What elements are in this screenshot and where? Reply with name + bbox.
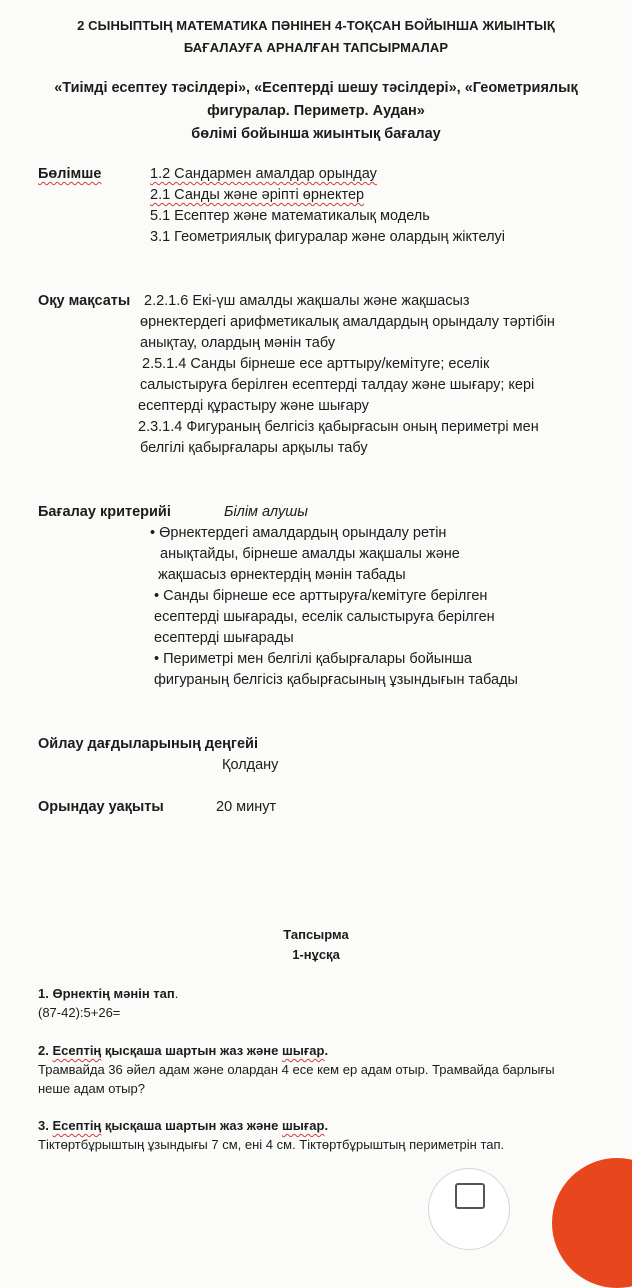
q2-end: . <box>324 1043 329 1058</box>
q2-num: 2. <box>38 1043 49 1058</box>
section-item-3: 5.1 Есептер және математикалық модель <box>150 208 430 224</box>
q2-line-2: неше адам отыр? <box>38 1081 145 1096</box>
q1-title <box>38 986 178 1001</box>
section-label: Бөлімше <box>38 166 102 182</box>
section-item-2: 2.1 Санды және әріпті өрнектер <box>150 187 365 203</box>
criteria-line-4: • Санды бірнеше есе арттыруға/кемітуге берілген <box>154 588 488 604</box>
objective-line-7: 2.3.1.4 Фигураның белгісіз қабырғасын оның периметрі мен <box>138 419 539 435</box>
criteria-learner: Білім алушы <box>224 504 308 520</box>
floating-action-button[interactable] <box>552 1158 632 1288</box>
copy-button[interactable] <box>428 1168 510 1250</box>
objective-line-1: 2.2.1.6 Екі-үш амалды жақшалы және жақшасыз <box>144 293 470 309</box>
q3-word2: шығар <box>281 1118 325 1133</box>
copy-icon <box>455 1183 485 1209</box>
time-value: 20 минут <box>216 799 277 815</box>
q3-mid: қысқаша шартын жаз және <box>104 1118 279 1133</box>
subtitle-line-3: бөлімі бойынша жиынтық бағалау <box>191 126 441 142</box>
criteria-line-3: жақшасыз өрнектердің мәнін табады <box>158 567 406 583</box>
q3-title <box>38 1118 328 1133</box>
criteria-line-6: есептерді шығарады <box>154 630 294 646</box>
q2-title <box>38 1043 328 1058</box>
q3-line-1: Тіктөртбұрыштың ұзындығы 7 см, ені 4 см. Тіктөртбұрыштың периметрін тап. <box>38 1137 505 1152</box>
criteria-line-5: есептерді шығарады, еселік салыстыруға берілген <box>154 609 495 625</box>
objective-line-8: белгілі қабырғалары арқылы табу <box>140 440 368 456</box>
criteria-label: Бағалау критерийі <box>38 504 171 520</box>
time-label: Орындау уақыты <box>38 799 164 815</box>
header-line-1: 2 СЫНЫПТЫҢ МАТЕМАТИКА ПӘНІНЕН 4-ТОҚСАН БОЙЫНША ЖИЫНТЫҚ <box>77 18 555 33</box>
q1-body: (87-42):5+26= <box>38 1005 121 1020</box>
objective-line-4: 2.5.1.4 Санды бірнеше есе арттыру/кемітуге; еселік <box>142 356 490 372</box>
section-item-4: 3.1 Геометриялық фигуралар және олардың жіктелуі <box>150 229 506 245</box>
subtitle-line-1: «Тиімді есептеу тәсілдері», «Есептерді шешу тәсілдері», «Геометриялық <box>54 80 578 96</box>
thinking-value: Қолдану <box>222 757 279 773</box>
q1-title-text: 1. Өрнектің мәнін тап <box>38 986 175 1001</box>
header-line-2: БАҒАЛАУҒА АРНАЛҒАН ТАПСЫРМАЛАР <box>183 40 449 55</box>
q1-title-dot: . <box>174 986 179 1001</box>
task-variant: 1-нұсқа <box>292 947 340 962</box>
q3-end: . <box>324 1118 329 1133</box>
q2-word2: шығар <box>281 1043 325 1058</box>
section-item-1: 1.2 Сандармен амалдар орындау <box>150 166 377 182</box>
q2-line-1: Трамвайда 36 әйел адам және олардан 4 есе кем ер адам отыр. Трамвайда барлығы <box>38 1062 555 1077</box>
criteria-line-8: фигураның белгісіз қабырғасының ұзындығын табады <box>154 672 518 688</box>
subtitle-line-2: фигуралар. Периметр. Аудан» <box>207 103 425 119</box>
criteria-line-2: анықтайды, бірнеше амалды жақшалы және <box>160 546 460 562</box>
objective-line-2: өрнектердегі арифметикалық амалдардың орындалу тәртібін <box>140 314 555 330</box>
thinking-label: Ойлау дағдыларының деңгейі <box>38 736 258 752</box>
q3-word1: Есептің <box>52 1118 102 1133</box>
objective-line-6: есептерді құрастыру және шығару <box>138 398 369 414</box>
objectives-label: Оқу мақсаты <box>38 293 131 309</box>
q3-num: 3. <box>38 1118 49 1133</box>
objective-line-3: анықтау, олардың мәнін табу <box>140 335 336 351</box>
q2-word1: Есептің <box>52 1043 102 1058</box>
q2-mid: қысқаша шартын жаз және <box>104 1043 279 1058</box>
task-title: Тапсырма <box>283 927 349 942</box>
criteria-line-7: • Периметрі мен белгілі қабырғалары бойынша <box>154 651 472 667</box>
criteria-line-1: • Өрнектердегі амалдардың орындалу ретін <box>150 525 447 541</box>
objective-line-5: салыстыруға берілген есептерді талдау және шығару; кері <box>140 377 535 393</box>
